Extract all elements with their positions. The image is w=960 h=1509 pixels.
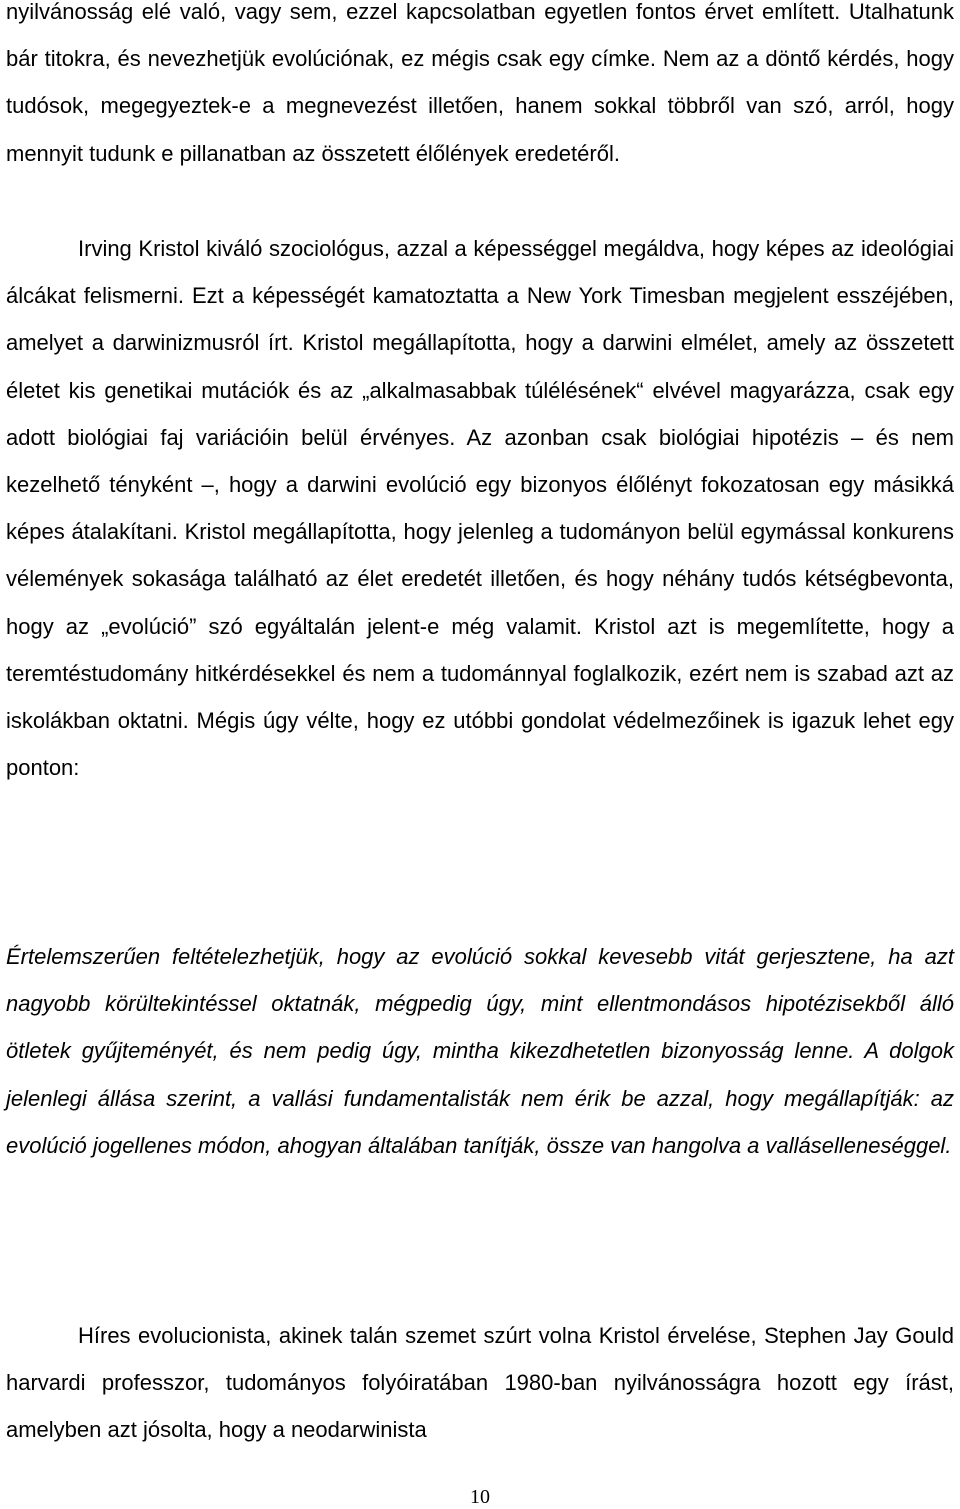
document-page xyxy=(6,0,954,1509)
paragraph-intro: nyilvánosság elé való, vagy sem, ezzel kapcsolatban egyetlen fontos érvet említett. Utalhatunk bár titokra, és nevezhetjük evolúciónak, ez mégis csak egy címke. Nem az a döntő kérdés, hogy tudósok, megegyeztek-e a megnevezést illetően, hanem sokkal többről van szó, arról, hogy mennyit tudunk e pillanatban az összetett élőlények eredetéről. xyxy=(6,0,954,166)
paragraph-gould: Híres evolucionista, akinek talán szemet szúrt volna Kristol érvelése, Stephen Jay Gould harvardi professzor, tudományos folyóiratában 1980-ban nyilvánosságra hozott egy írást, amelyben azt jósolta, hogy a neodarwinista xyxy=(6,1323,954,1443)
paragraph-kristol: Irving Kristol kiváló szociológus, azzal a képességgel megáldva, hogy képes az ideológiai álcákat felismerni. Ezt a képességét kamatoztatta a New York Timesban megjelent esszéjében, amelyet a darwinizmusról írt. Kristol megállapította, hogy a darwini elmélet, amely az összetett életet kis genetikai mutációk és az „alkalmasabbak túlélésének“ elvével magyarázza, csak egy adott biológiai faj variációin belül érvényes. Az azonban csak biológiai hipotézis – és nem kezelhető tényként –, hogy a darwini evolúció egy bizonyos élőlényt fokozatosan egy másikká képes átalakítani. Kristol megállapította, hogy jelenleg a tudományon belül egymással konkurens vélemények sokasága található az élet eredetét illetően, és hogy néhány tudós kétségbevonta, hogy az „evolúció” szó egyáltalán jelent-e még valamit. Kristol azt is megemlítette, hogy a teremtéstudomány hitkérdésekkel és nem a tudománnyal foglalkozik, ezért nem is szabad azt az iskolákban oktatni. Mégis úgy vélte, hogy ez utóbbi gondolat védelmezőinek is igazuk lehet egy ponton: xyxy=(6,236,954,781)
paragraph-quote: Értelemszerűen feltételezhetjük, hogy az evolúció sokkal kevesebb vitát gerjesztene, ha azt nagyobb körültekintéssel oktatnák, mégpedig úgy, mint ellentmondásos hipotézisekből álló ötletek gyűjteményét, és nem pedig úgy, mintha kikezdhetetlen bizonyosság lenne. A dolgok jelenlegi állása szerint, a vallási fundamentalisták nem érik be azzal, hogy megállapítják: az evolúció jogellenes módon, ahogyan általában tanítják, össze van hangolva a valláselleneséggel. xyxy=(6,944,954,1158)
page-number: 10 xyxy=(470,1486,490,1508)
